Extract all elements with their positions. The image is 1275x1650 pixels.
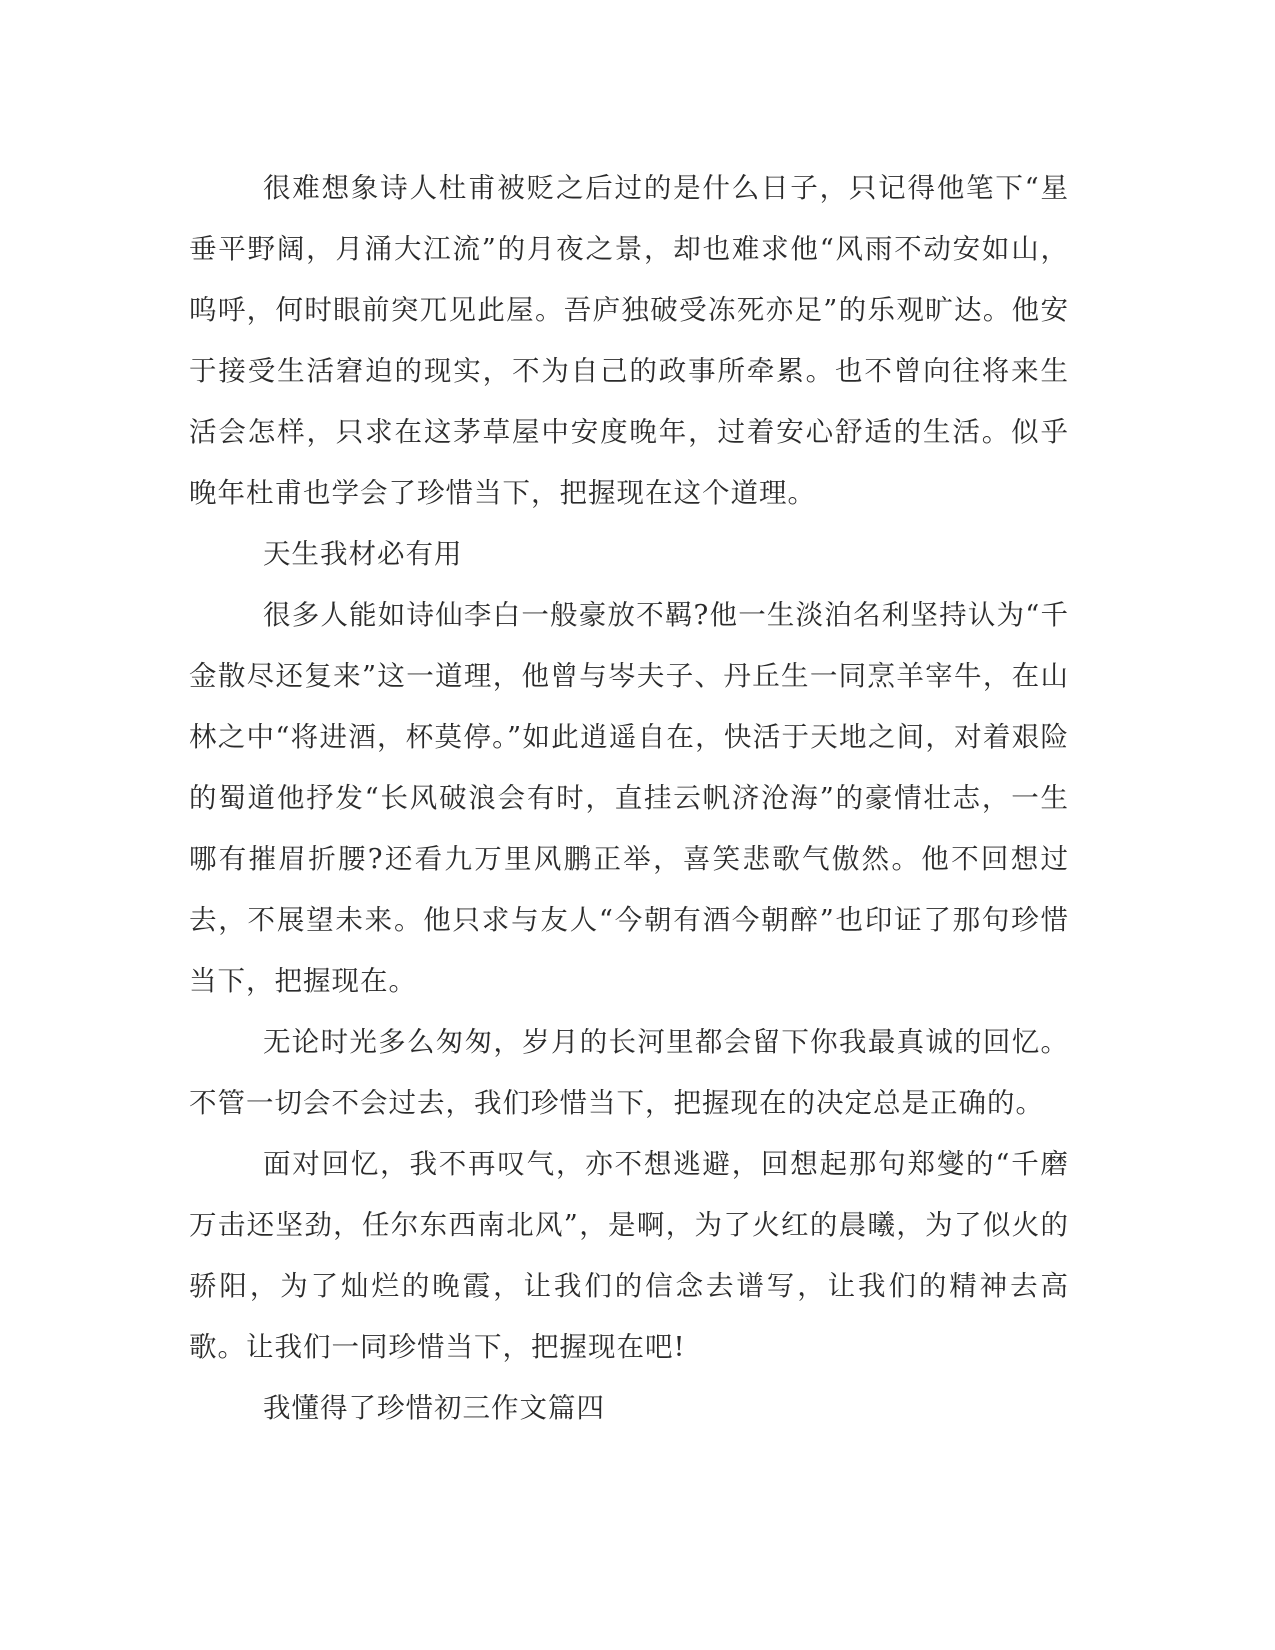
essay-title-part-four: 我懂得了珍惜初三作文篇四 xyxy=(263,1392,605,1424)
paragraph-dufu: 很难想象诗人杜甫被贬之后过的是什么日子，只记得他笔下“星垂平野阔，月涌大江流”的月夜之景，却也难求他“风雨不动安如山，呜呼，何时眼前突兀见此屋。吾庐独破受冻死亦足”的乐观旷达。他安于接受生活窘迫的现实，不为自己的政事所牵累。也不曾向往将来生活会怎样，只求在这茅草屋中安度晚年，过着安心舒适的生活。似乎晚年杜甫也学会了珍惜当下，把握现在这个道理。 xyxy=(189,172,1069,509)
paragraph-memory: 面对回忆，我不再叹气，亦不想逃避，回想起那句郑燮的“千磨万击还坚劲，任尔东西南北风”，是啊，为了火红的晨曦，为了似火的骄阳，为了灿烂的晚霞，让我们的信念去谱写，让我们的精神去高歌。让我们一同珍惜当下，把握现在吧! xyxy=(189,1148,1069,1363)
section-heading-libai: 天生我材必有用 xyxy=(263,538,463,570)
paragraph-libai: 很多人能如诗仙李白一般豪放不羁?他一生淡泊名利坚持认为“千金散尽还复来”这一道理，他曾与岑夫子、丹丘生一同烹羊宰牛，在山林之中“将进酒，杯莫停。”如此逍遥自在，快活于天地之间，对着艰险的蜀道他抒发“长风破浪会有时，直挂云帆济沧海”的豪情壮志，一生哪有摧眉折腰?还看九万里风鹏正举，喜笑悲歌气傲然。他不回想过去，不展望未来。他只求与友人“今朝有酒今朝醉”也印证了那句珍惜当下，把握现在。 xyxy=(189,599,1069,997)
document-body xyxy=(189,158,1069,1439)
paragraph-time: 无论时光多么匆匆，岁月的长河里都会留下你我最真诚的回忆。不管一切会不会过去，我们珍惜当下，把握现在的决定总是正确的。 xyxy=(189,1026,1069,1119)
